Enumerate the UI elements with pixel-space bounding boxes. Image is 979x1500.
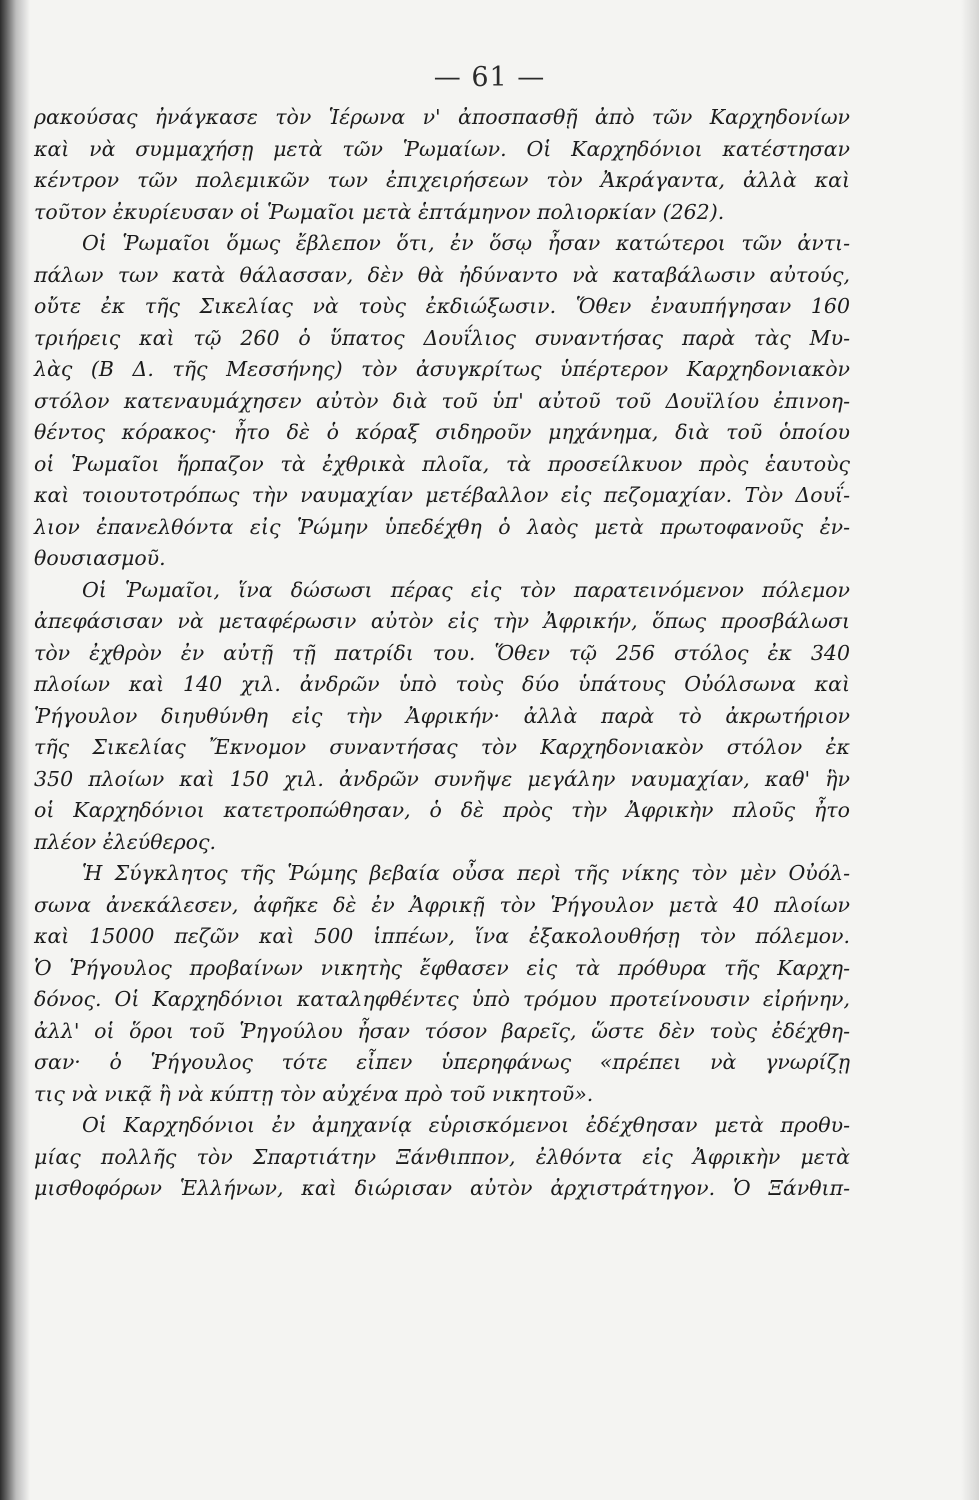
page-edge-shadow <box>961 0 979 1500</box>
text-line: Οἱ Καρχηδόνιοι ἐν ἀμηχανίᾳ εὑρισκόμενοι ἐδέχθησαν μετὰ προθυ- <box>82 1113 850 1137</box>
text-line: τριήρεις καὶ τῷ 260 ὁ ὕπατος Δουΐλιος συναντήσας παρὰ τὰς Μυ- <box>34 325 850 350</box>
text-line: πλοίων καὶ 140 χιλ. ἀνδρῶν ὑπὸ τοὺς δύο ὑπάτους Οὐόλσωνα καὶ <box>34 672 850 696</box>
text-line: θέντος κόρακος· ἦτο δὲ ὁ κόραξ σιδηροῦν μηχάνημα, διὰ τοῦ ὁποίου <box>34 420 850 444</box>
text-line: πλέον ἐλεύθερος. <box>34 829 216 854</box>
text-line: τοῦτον ἐκυρίευσαν οἱ Ῥωμαῖοι μετὰ ἑπτάμηνον πολιορκίαν (262). <box>34 199 725 224</box>
text-line: οἱ Καρχηδόνιοι κατετροπώθησαν, ὁ δὲ πρὸς τὴν Ἀφρικὴν πλοῦς ἦτο <box>34 798 850 822</box>
text-line: οὔτε ἐκ τῆς Σικελίας νὰ τοὺς ἐκδιώξωσιν. Ὅθεν ἐναυπήγησαν 160 <box>34 294 850 318</box>
text-line: καὶ νὰ συμμαχήσῃ μετὰ τῶν Ῥωμαίων. Οἱ Καρχηδόνιοι κατέστησαν <box>34 136 850 161</box>
text-line: σαν· ὁ Ῥήγουλος τότε εἶπεν ὑπερηφάνως «πρέπει νὰ γνωρίζῃ <box>34 1050 850 1074</box>
text-line: κέντρον τῶν πολεμικῶν των ἐπιχειρήσεων τὸν Ἀκράγαντα, ἀλλὰ καὶ <box>34 168 850 192</box>
text-line: μισθοφόρων Ἑλλήνων, καὶ διώρισαν αὐτὸν ἀρχιστράτηγον. Ὁ Ξάνθιπ- <box>34 1176 850 1200</box>
text-line: καὶ 15000 πεζῶν καὶ 500 ἱππέων, ἵνα ἐξακολουθήσῃ τὸν πόλεμον. <box>34 924 850 948</box>
text-line: Ῥήγουλον διηυθύνθη εἰς τὴν Ἀφρικήν· ἀλλὰ παρὰ τὸ ἀκρωτήριον <box>34 703 850 728</box>
text-line: ἀπεφάσισαν νὰ μεταφέρωσιν αὐτὸν εἰς τὴν Ἀφρικήν, ὅπως προσβάλωσι <box>34 609 850 633</box>
text-line: θουσιασμοῦ. <box>34 546 166 570</box>
text-line: οἱ Ῥωμαῖοι ἥρπαζον τὰ ἐχθρικὰ πλοῖα, τὰ προσείλκυον πρὸς ἑαυτοὺς <box>34 451 850 476</box>
page-number: — 61 — <box>433 62 546 93</box>
text-line: σωνα ἀνεκάλεσεν, ἀφῆκε δὲ ἐν Ἀφρικῇ τὸν Ῥήγουλον μετὰ 40 πλοίων <box>34 892 850 917</box>
text-line: 350 πλοίων καὶ 150 χιλ. ἀνδρῶν συνῆψε μεγάλην ναυμαχίαν, καθ' ἣν <box>34 766 850 791</box>
text-line: Ἡ Σύγκλητος τῆς Ῥώμης βεβαία οὖσα περὶ τῆς νίκης τὸν μὲν Οὐόλ- <box>82 861 850 885</box>
text-line: πάλων των κατὰ θάλασσαν, δὲν θὰ ἠδύναντο νὰ καταβάλωσιν αὐτούς, <box>34 262 850 287</box>
text-line: Οἱ Ῥωμαῖοι, ἵνα δώσωσι πέρας εἰς τὸν παρατεινόμενον πόλεμον <box>82 577 850 602</box>
text-line: καὶ τοιουτοτρόπως τὴν ναυμαχίαν μετέβαλλον εἰς πεζομαχίαν. Τὸν Δουΐ- <box>34 483 850 507</box>
binding-gutter-shadow <box>0 0 30 1500</box>
text-line: τὸν ἐχθρὸν ἐν αὐτῇ τῇ πατρίδι του. Ὅθεν τῷ 256 στόλος ἐκ 340 <box>34 640 850 665</box>
text-line: ρακούσας ἠνάγκασε τὸν Ἱέρωνα ν' ἀποσπασθῇ ἀπὸ τῶν Καρχηδονίων <box>34 105 850 129</box>
text-line: τις νὰ νικᾷ ἢ νὰ κύπτῃ τὸν αὐχένα πρὸ τοῦ νικητοῦ». <box>34 1081 594 1106</box>
text-line: λιον ἐπανελθόντα εἰς Ῥώμην ὑπεδέχθη ὁ λαὸς μετὰ πρωτοφανοῦς ἐν- <box>34 514 850 539</box>
text-line: τῆς Σικελίας Ἔκνομον συναντήσας τὸν Καρχηδονιακὸν στόλον ἐκ <box>34 735 850 759</box>
body-text <box>34 102 850 1205</box>
text-line: Ὁ Ῥήγουλος προβαίνων νικητὴς ἔφθασεν εἰς τὰ πρόθυρα τῆς Καρχη- <box>34 955 850 980</box>
text-line: μίας πολλῆς τὸν Σπαρτιάτην Ξάνθιππον, ἐλθόντα εἰς Ἀφρικὴν μετὰ <box>34 1144 850 1169</box>
text-line: Οἱ Ῥωμαῖοι ὅμως ἔβλεπον ὅτι, ἐν ὅσῳ ἦσαν κατώτεροι τῶν ἀντι- <box>82 231 850 255</box>
text-line: λὰς (Β Δ. τῆς Μεσσήνης) τὸν ἀσυγκρίτως ὑπέρτερον Καρχηδονιακὸν <box>34 357 850 381</box>
text-line: δόνος. Οἱ Καρχηδόνιοι καταληφθέντες ὑπὸ τρόμου προτείνουσιν εἰρήνην, <box>34 987 850 1011</box>
text-line: στόλον κατεναυμάχησεν αὐτὸν διὰ τοῦ ὑπ' αὐτοῦ τοῦ Δουϊλίου ἐπινοη- <box>34 388 850 413</box>
text-line: ἀλλ' οἱ ὅροι τοῦ Ῥηγούλου ἦσαν τόσον βαρεῖς, ὥστε δὲν τοὺς ἐδέχθη- <box>34 1018 850 1043</box>
